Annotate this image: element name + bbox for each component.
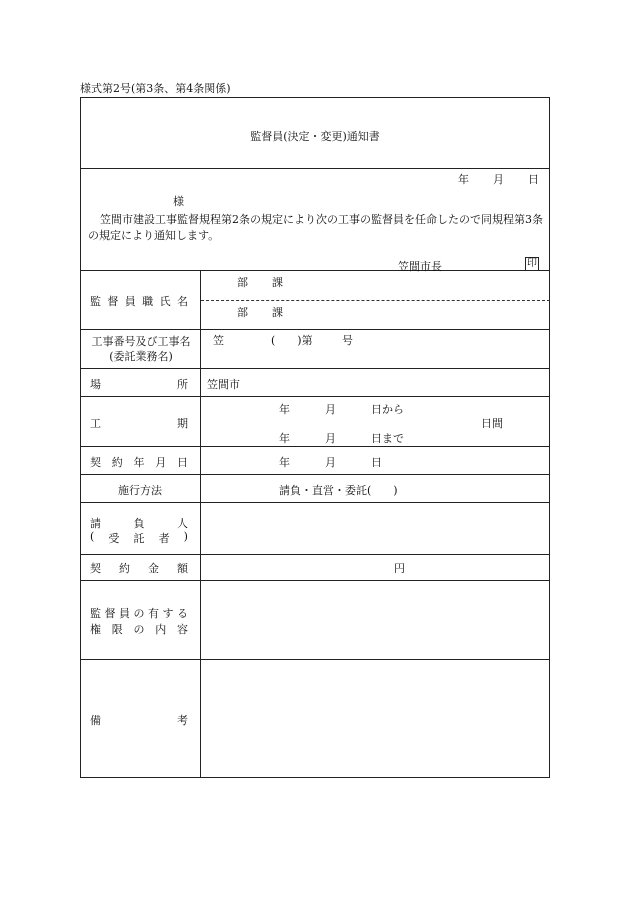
period-from-day: 日から [371,403,404,416]
issuer-name: 笠間市長 [398,260,442,273]
period-to-year: 年 [279,432,290,445]
form-number: 様式第2号(第3条、第4条関係) [80,82,231,95]
project-kasa: 笠 [213,334,224,347]
period-to-day: 日まで [371,432,404,445]
contractor-label-line1: 請 負 人 [90,517,188,530]
location-value: 笠間市 [207,378,240,391]
form-frame [80,97,550,778]
project-label-line1: 工事番号及び工事名 [91,335,191,348]
period-days: 日間 [481,417,503,430]
rule-header-bottom [80,270,550,271]
notice-body: 笠間市建設工事監督規程第2条の規定により次の工事の監督員を任命したので同規程第3条の規定により通知します。 [88,213,543,242]
addressee-suffix: 様 [173,195,184,208]
rule-supervisor-bottom [80,329,550,330]
supervisor-section-1: 課 [272,276,283,289]
authority-label-line2: 権 限 の 内 容 [90,623,188,636]
method-label: 施行方法 [118,484,162,497]
remarks-label: 備 考 [90,714,188,727]
rule-location-bottom [80,396,550,397]
seal-stamp-box: 印 [527,258,537,269]
date-year: 年 [458,173,469,186]
contract-date-month: 月 [325,456,336,469]
supervisor-section-2: 課 [272,306,283,319]
period-from-month: 月 [325,403,336,416]
authority-label-line1: 監 督 員 の 有 す る [90,607,188,620]
date-day: 日 [528,173,539,186]
contractor-label-line2: ( 受 託 者 ) [90,530,188,545]
rule-project-bottom [80,368,550,369]
rule-authority-bottom [80,659,550,660]
project-number-go: 号 [342,334,353,347]
contract-date-day: 日 [371,456,382,469]
column-divider [200,270,201,778]
amount-unit: 円 [394,562,405,575]
rule-contractor-bottom [80,554,550,555]
contract-date-year: 年 [279,456,290,469]
rule-title-bottom [80,168,550,169]
method-value: 請負・直営・委託( ) [279,484,398,497]
rule-contract-date-bottom [80,474,550,475]
date-month: 月 [493,173,504,186]
period-to-month: 月 [325,432,336,445]
project-number-paren: ( )第 [271,334,313,347]
period-from-year: 年 [279,403,290,416]
contract-date-label: 契 約 年 月 日 [90,456,188,469]
document-title: 監督員(決定・変更)通知書 [250,130,380,143]
rule-amount-bottom [80,580,550,581]
project-label-line2: (委託業務名) [109,350,173,363]
period-label: 工 期 [90,417,188,430]
rule-method-bottom [80,502,550,503]
supervisor-dashed-separator [201,300,550,301]
location-label: 場 所 [90,378,188,391]
supervisor-dept-2: 部 [237,306,248,319]
rule-period-bottom [80,446,550,447]
supervisor-dept-1: 部 [237,276,248,289]
amount-label: 契 約 金 額 [90,562,188,575]
supervisor-label: 監 督 員 職 氏 名 [90,295,188,308]
